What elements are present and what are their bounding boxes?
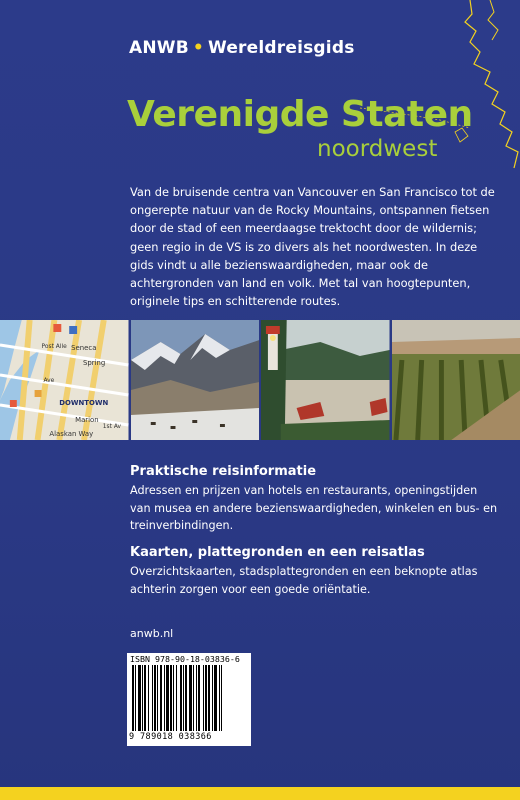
map-label-downtown: DOWNTOWN [59,398,109,408]
photo-strip [0,320,520,440]
brand-name: ANWB [129,38,189,58]
book-subtitle: noordwest [317,136,438,162]
vineyard-photo [392,320,520,440]
section-title-practical: Praktische reisinformatie [130,464,317,479]
map-label-seneca: Seneca [71,343,97,353]
mountain-photo [131,320,262,440]
series-brand [129,38,355,58]
barcode-number: 9 789018 038366 [129,732,212,742]
map-label-post: Post Alle [41,342,67,351]
barcode-bars [130,665,248,731]
website-link[interactable]: anwb.nl [130,627,174,640]
description-text: Van de bruisende centra van Vancouver en San Francisco tot de ongerepte natuur van de Rocky Mountains, ontspannen fietsen door de stad of een meerdaagse trektocht door de wildernis; geen regio in de VS is zo divers als het noordwesten. In deze gids vindt u alle bezienswaardigheden, maar ook de achtergronden van land en volk. Met tal van hoogtepunten, originele tips en schitterende routes. [130,185,495,309]
section-maps [130,545,500,598]
section-practical-info [130,464,500,535]
book-title: Verenigde Staten [127,94,473,135]
map-label-alaskan: Alaskan Way [49,429,94,439]
lighthouse-coast-photo [261,320,392,440]
map-label-ave: Ave [43,376,55,385]
map-label-marion: Marion [75,415,99,425]
isbn-text: ISBN 978-90-18-03836-6 [130,654,240,664]
section-body-practical: Adressen en prijzen van hotels en restaurants, openingstijden van musea en andere bezienswaardigheden, winkelen en bus- en treinverbindingen. [130,484,498,533]
map-label-ave1: 1st Av [102,422,122,431]
section-title-maps: Kaarten, plattegronden en een reisatlas [130,545,425,560]
isbn-barcode [127,653,251,746]
yellow-footer-bar [0,787,520,800]
map-label-spring: Spring [83,358,106,368]
brand-series: Wereldreisgids [207,38,355,58]
bullet-dot-icon: • [192,38,204,58]
city-map-image [0,320,131,440]
section-body-maps: Overzichtskaarten, stadsplattegronden en een beknopte atlas achterin zorgen voor een goede oriëntatie. [130,565,478,596]
